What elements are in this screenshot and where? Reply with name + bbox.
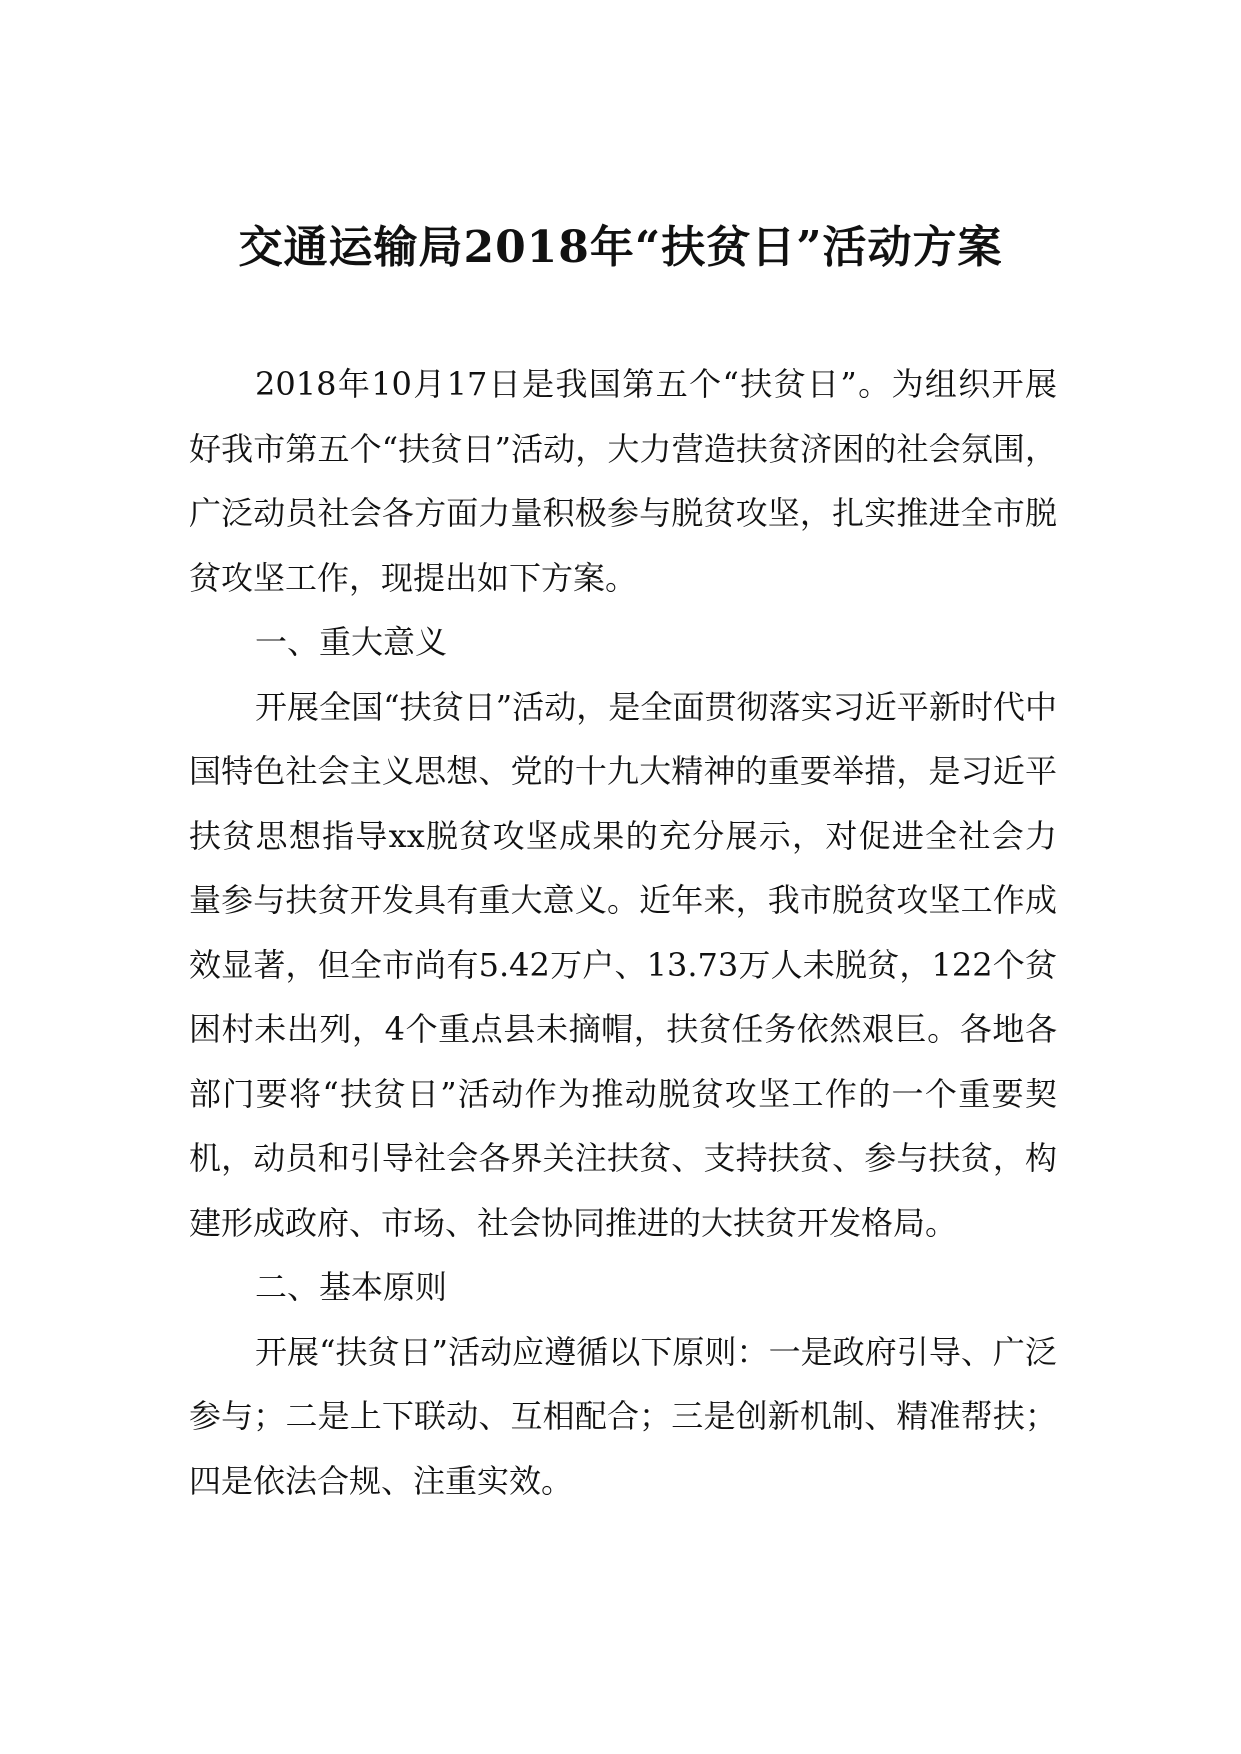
intro-paragraph: 2018年10月17日是我国第五个“扶贫日”。为组织开展好我市第五个“扶贫日”活动，大力营造扶贫济困的社会氛围，广泛动员社会各方面力量积极参与脱贫攻坚，扎实推进全市脱贫攻坚工作，现提出如下方案。 [189, 365, 1057, 597]
significance-paragraph: 开展全国“扶贫日”活动，是全面贯彻落实习近平新时代中国特色社会主义思想、党的十九大精神的重要举措，是习近平扶贫思想指导xx脱贫攻坚成果的充分展示，对促进全社会力量参与扶贫开发具有重大意义。近年来，我市脱贫攻坚工作成效显著，但全市尚有5.42万户、13.73万人未脱贫，122个贫困村未出列，4个重点县未摘帽，扶贫任务依然艰巨。各地各部门要将“扶贫日”活动作为推动脱贫攻坚工作的一个重要契机，动员和引导社会各界关注扶贫、支持扶贫、参与扶贫，构建形成政府、市场、社会协同推进的大扶贫开发格局。 [189, 687, 1057, 1242]
principles-paragraph: 开展“扶贫日”活动应遵循以下原则：一是政府引导、广泛参与；二是上下联动、互相配合；三是创新机制、精准帮扶；四是依法合规、注重实效。 [189, 1332, 1057, 1500]
document-body [189, 352, 1057, 1513]
document-title: 交通运输局2018年“扶贫日”活动方案 [238, 222, 1003, 273]
section-heading-significance: 一、重大意义 [255, 623, 448, 661]
section-heading-principles: 二、基本原则 [255, 1268, 448, 1306]
